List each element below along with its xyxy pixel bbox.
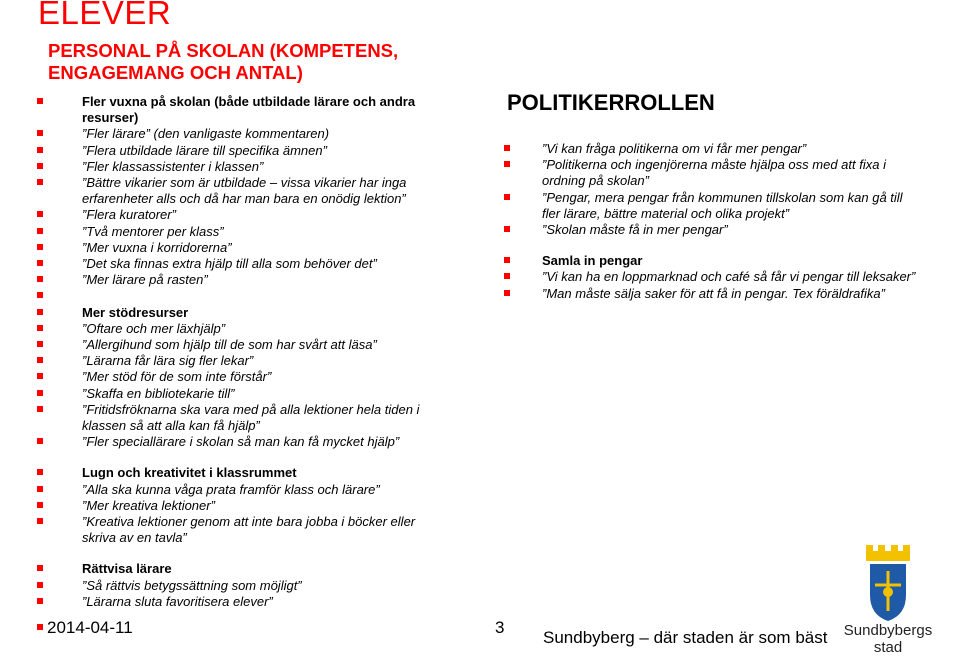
- list-item-text: ”Vi kan fråga politikerna om vi får mer pengar”: [542, 141, 807, 156]
- list-item-text: ”Allergihund som hjälp till de som har svårt att läsa”: [82, 337, 377, 353]
- left-bullet-list: [37, 94, 437, 610]
- bullet-icon: [37, 211, 43, 217]
- list-item-text: ”Kreativa lektioner genom att inte bara jobba i böcker eller skriva av en tavla”: [82, 514, 416, 546]
- list-item: [504, 141, 924, 157]
- list-item: [37, 94, 437, 126]
- list-item: [37, 143, 437, 159]
- bullet-icon: [37, 228, 43, 234]
- list-item: [37, 256, 437, 272]
- list-item: [37, 353, 437, 369]
- list-item: [37, 321, 437, 337]
- list-item: [37, 386, 437, 402]
- list-item-text: ”Lärarna sluta favoritisera elever”: [82, 593, 273, 609]
- list-item-text: ”Det ska finnas extra hjälp till alla som behöver det”: [82, 256, 377, 272]
- list-item: [37, 465, 437, 481]
- list-item-text: ”Mer stöd för de som inte förstår”: [82, 369, 272, 385]
- list-item: [504, 190, 924, 222]
- bullet-icon: [504, 194, 510, 200]
- list-item: [37, 288, 437, 304]
- bullet-icon: [37, 244, 43, 250]
- list-item: [37, 207, 437, 223]
- bullet-icon: [504, 257, 510, 263]
- list-item-text: ”Vi kan ha en loppmarknad och café så får vi pengar till leksaker”: [542, 269, 916, 285]
- list-item: [37, 434, 437, 450]
- list-item-text: ”Man måste sälja saker för att få in pengar. Tex föräldrafika”: [542, 285, 885, 301]
- list-item: [37, 159, 437, 175]
- list-item: [37, 240, 437, 256]
- logo-text-line1: Sundbybergs: [843, 622, 933, 639]
- bullet-icon: [37, 518, 43, 524]
- list-item: [37, 402, 437, 434]
- list-item-text: ”Fler lärare” (den vanligaste kommentaren): [82, 126, 330, 142]
- right-column-title: POLITIKERROLLEN: [507, 90, 715, 115]
- list-item-text: ”Bättre vikarier som är utbildade – vissa vikarier har inga erfarenheter alls och då har man bara en onödig lektion”: [82, 175, 407, 207]
- bullet-icon: [37, 502, 43, 508]
- page-number: 3: [495, 618, 505, 637]
- list-item: [37, 369, 437, 385]
- list-item: [37, 594, 437, 610]
- list-item: [37, 337, 437, 353]
- list-item-text: ”Flera kuratorer”: [82, 207, 176, 223]
- bullet-icon: [37, 390, 43, 396]
- bullet-icon: [37, 582, 43, 588]
- list-item: [37, 498, 437, 514]
- footer-bullet-icon: [37, 624, 43, 630]
- list-item-text: ”Skaffa en bibliotekarie till”: [82, 385, 235, 401]
- list-item-text: ”Fler speciallärare i skolan så man kan få mycket hjälp”: [82, 434, 400, 450]
- bullet-icon: [37, 98, 43, 104]
- bullet-icon: [504, 145, 510, 151]
- list-item: [504, 253, 924, 269]
- list-item-text: ”Skolan måste få in mer pengar”: [542, 222, 728, 238]
- list-item-text: ”Alla ska kunna våga prata framför klass och lärare”: [82, 481, 380, 497]
- bullet-icon: [37, 341, 43, 347]
- bullet-icon: [37, 357, 43, 363]
- bullet-icon: [37, 373, 43, 379]
- list-item-text: ”Två mentorer per klass”: [82, 223, 224, 239]
- list-item: [504, 286, 924, 302]
- bullet-icon: [37, 309, 43, 315]
- list-item-text: Rättvisa lärare: [82, 561, 172, 577]
- list-item-text: ”Mer lärare på rasten”: [82, 272, 208, 288]
- logo-text: [838, 622, 938, 656]
- crown-icon: [866, 545, 910, 561]
- list-item-text: ”Mer vuxna i korridorerna”: [82, 239, 232, 255]
- list-item: [37, 482, 437, 498]
- bullet-icon: [37, 292, 43, 298]
- bullet-icon: [37, 406, 43, 412]
- bullet-icon: [504, 226, 510, 232]
- list-item-text: ”Så rättvis betygssättning som möjligt”: [82, 577, 302, 593]
- list-item-text: ”Oftare och mer läxhjälp”: [82, 320, 226, 336]
- bullet-icon: [37, 260, 43, 266]
- footer-slogan: Sundbyberg – där staden är som bäst: [543, 628, 828, 647]
- bullet-icon: [37, 565, 43, 571]
- bullet-icon: [504, 273, 510, 279]
- list-item-text: ”Lärarna får lära sig fler lekar”: [82, 353, 254, 369]
- list-item: [37, 272, 437, 288]
- bullet-icon: [37, 276, 43, 282]
- list-item: [37, 175, 437, 207]
- list-item: [37, 514, 437, 546]
- bullet-icon: [37, 469, 43, 475]
- list-item-text: ”Mer kreativa lektioner”: [82, 497, 215, 513]
- bullet-icon: [37, 163, 43, 169]
- list-item-text: ”Fritidsfröknarna ska vara med på alla lektioner hela tiden i klassen så att alla kan få hjälp”: [82, 401, 420, 434]
- footer-date: 2014-04-11: [47, 618, 133, 637]
- page-title: ELEVER: [38, 0, 172, 31]
- list-item: [37, 224, 437, 240]
- list-item: [37, 305, 437, 321]
- list-item: [37, 561, 437, 577]
- bullet-icon: [37, 325, 43, 331]
- list-item-text: ”Politikerna och ingenjörerna måste hjälpa oss med att fixa i ordning på skolan”: [542, 157, 886, 189]
- bullet-icon: [504, 161, 510, 167]
- bullet-icon: [504, 290, 510, 296]
- list-item: [37, 578, 437, 594]
- list-item-text: Fler vuxna på skolan (både utbildade lärare och andra resurser): [82, 94, 416, 126]
- bullet-icon: [37, 147, 43, 153]
- logo-text-line2: stad: [873, 639, 903, 656]
- list-item-text: ”Flera utbildade lärare till specifika ämnen”: [82, 142, 327, 158]
- bullet-icon: [37, 486, 43, 492]
- list-item-text: Mer stödresurser: [82, 304, 189, 320]
- list-item-text: Lugn och kreativitet i klassrummet: [82, 465, 297, 481]
- bullet-icon: [37, 179, 43, 185]
- list-item: [37, 126, 437, 142]
- list-item-text: Samla in pengar: [542, 253, 643, 269]
- bullet-icon: [37, 130, 43, 136]
- list-item-text: ”Pengar, mera pengar från kommunen tillskolan som kan gå till fler lärare, bättre material och olika projekt”: [542, 189, 903, 221]
- list-item-text: ”Fler klassassistenter i klassen”: [82, 158, 264, 174]
- section-title: PERSONAL PÅ SKOLAN (KOMPETENS, ENGAGEMANG OCH ANTAL): [48, 40, 399, 83]
- bullet-icon: [37, 438, 43, 444]
- list-item: [504, 157, 924, 189]
- list-item: [504, 222, 924, 238]
- right-bullet-list: [504, 141, 924, 302]
- list-item: [504, 269, 924, 285]
- bullet-icon: [37, 598, 43, 604]
